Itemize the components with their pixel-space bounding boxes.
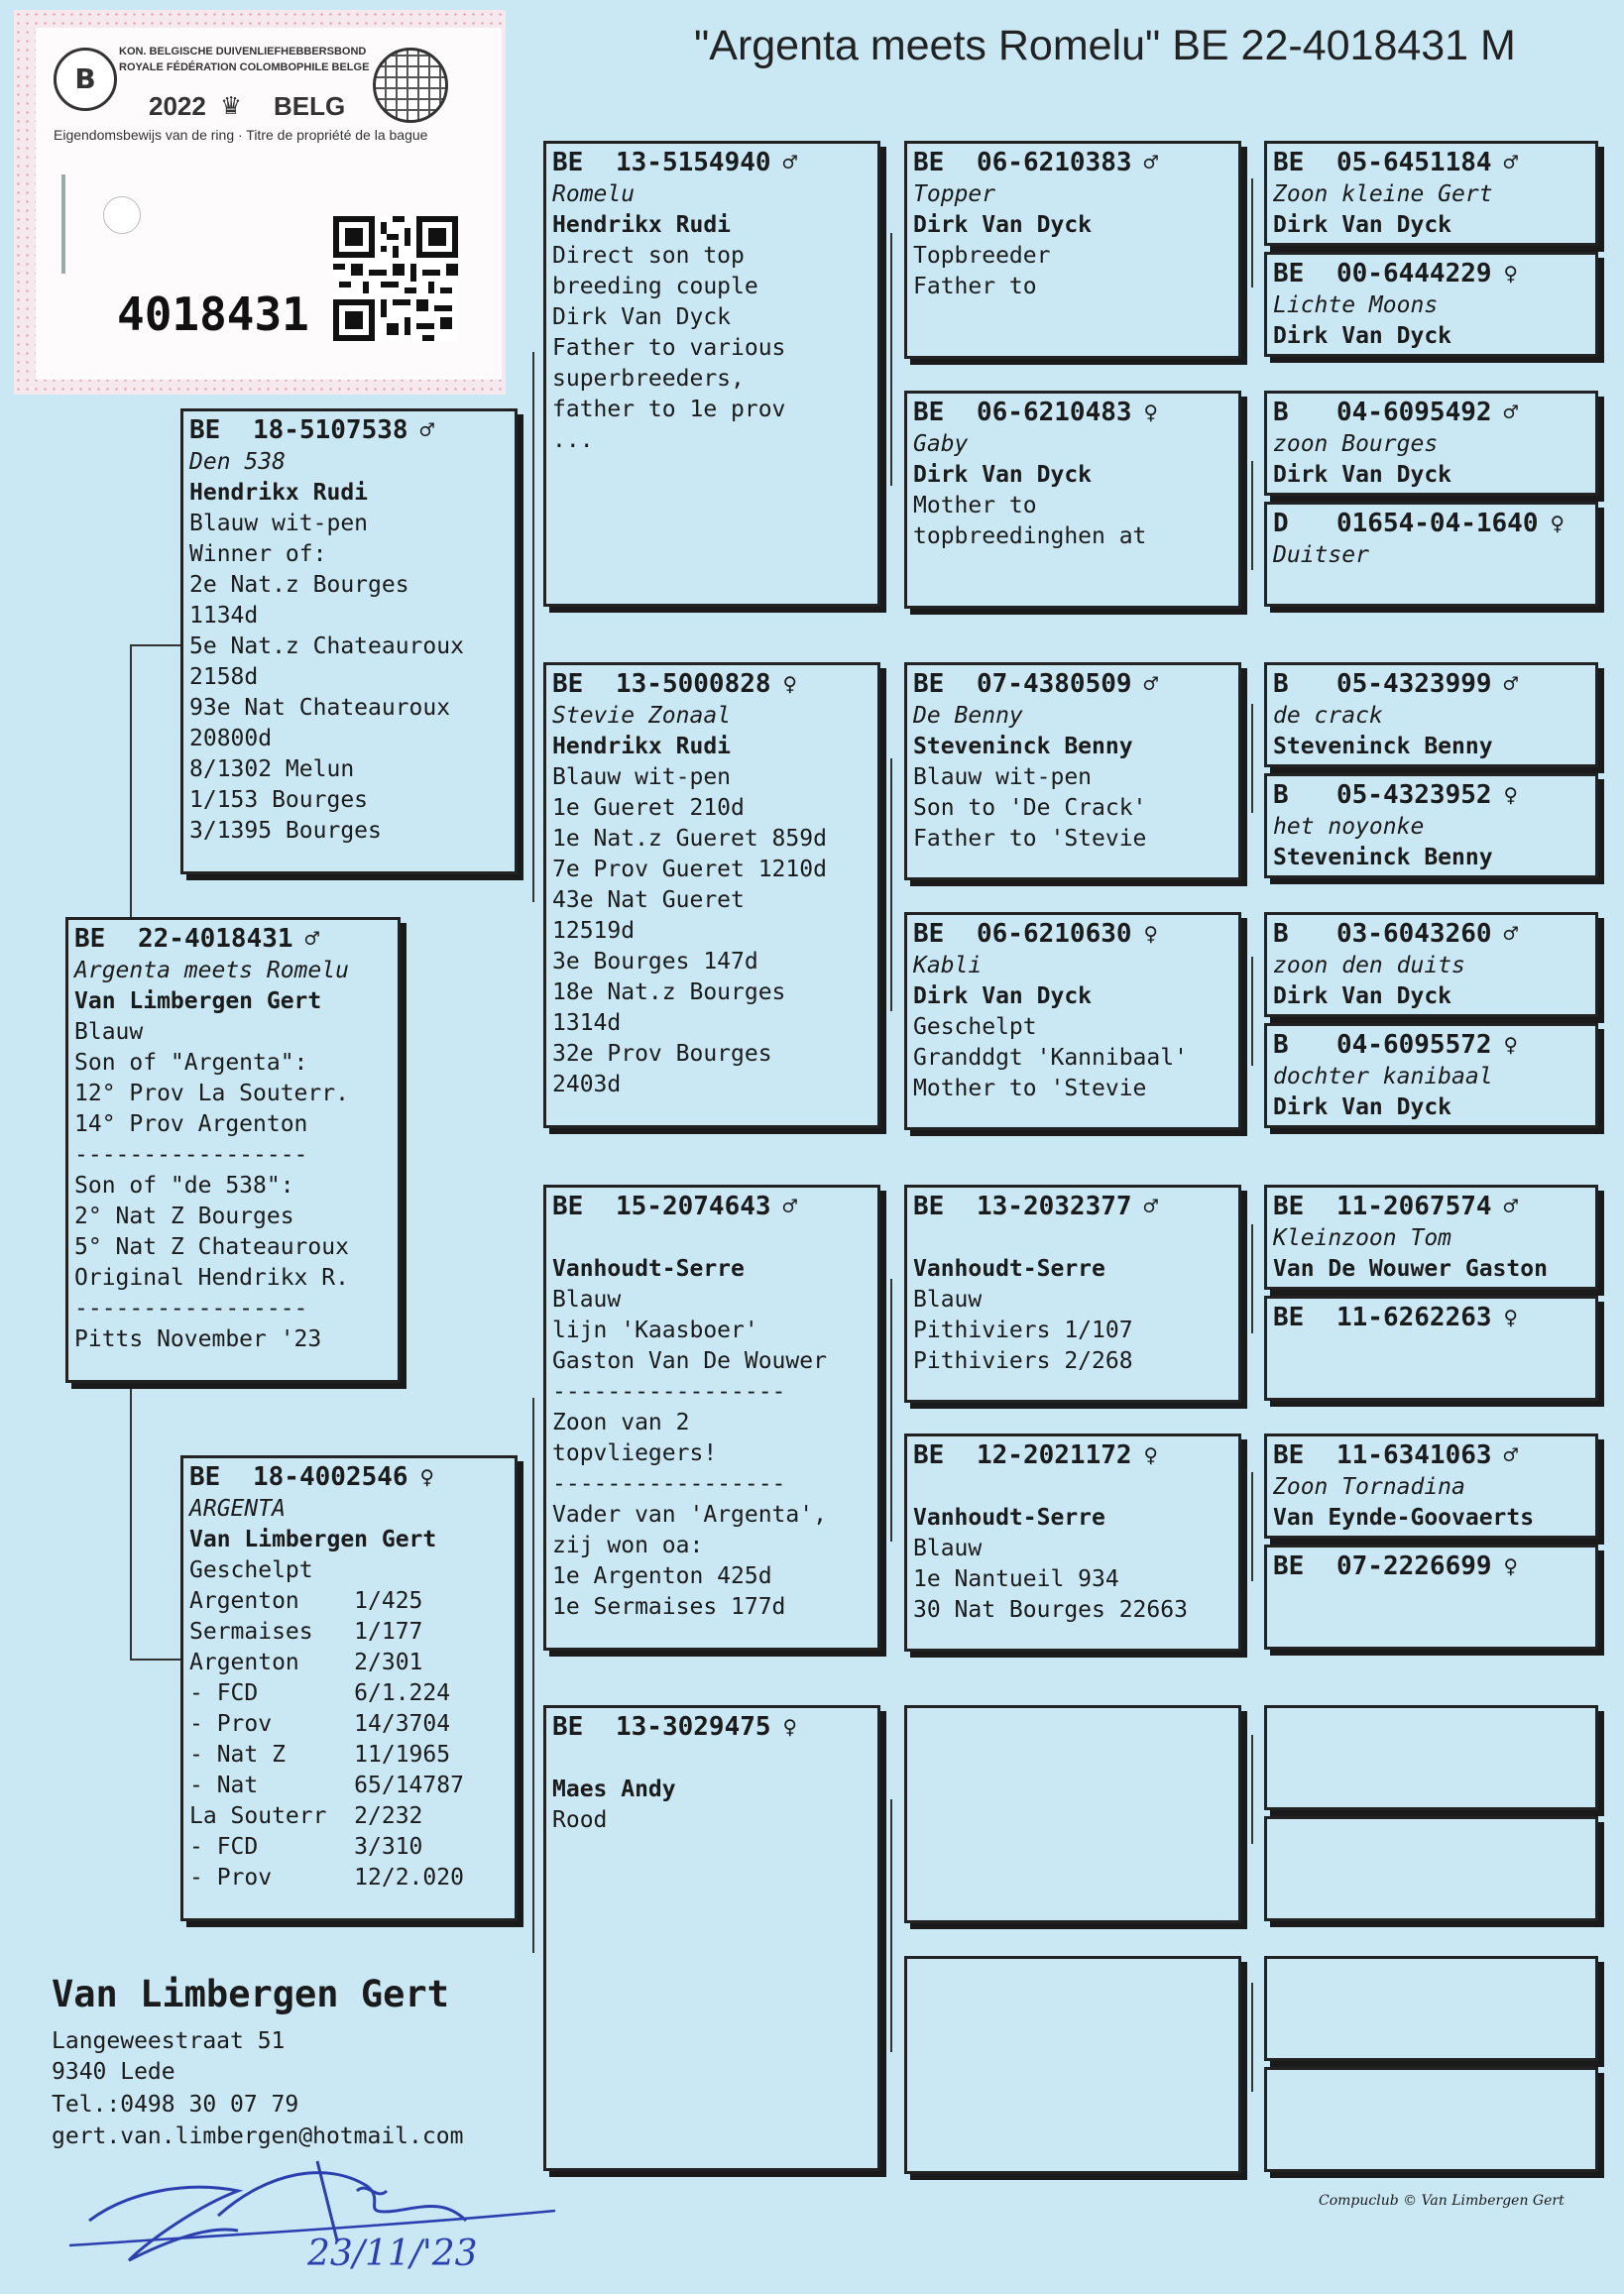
pigeon-name: Kabli	[913, 953, 983, 978]
detail-line: Dirk Van Dyck	[552, 304, 732, 330]
male-icon: ♂	[1503, 1193, 1518, 1220]
detail-line: 1e Nat.z Gueret 859d	[552, 826, 827, 852]
detail-line: 1/153 Bourges	[189, 787, 369, 813]
detail-line: Blauw	[913, 1536, 983, 1561]
pigeon-header	[189, 413, 509, 447]
detail-line: - Nat Z 11/1965	[189, 1742, 451, 1768]
male-icon: ♂	[1503, 670, 1518, 698]
pigeon-owner: Dirk Van Dyck	[1273, 462, 1452, 488]
pigeon-name: Romelu	[552, 181, 636, 207]
detail-line: zij won oa:	[552, 1533, 704, 1558]
pigeon-name: Zoon kleine Gert	[1273, 181, 1493, 207]
ring-number: 13-5000828	[616, 669, 771, 699]
detail-line: Zoon van 2	[552, 1410, 690, 1435]
pigeon-header	[1273, 1190, 1589, 1223]
pigeon-owner: Hendrikx Rudi	[189, 480, 369, 506]
empty-name-line	[552, 1223, 871, 1254]
male-icon: ♂	[1503, 1441, 1518, 1469]
connector-line	[130, 644, 132, 922]
detail-line: father to 1e prov	[552, 397, 786, 422]
detail-line: 3/1395 Bourges	[189, 818, 382, 844]
detail-line: 1e Gueret 210d	[552, 795, 745, 821]
pigeon-name: Stevie Zonaal	[552, 703, 732, 729]
female-icon: ♀	[1143, 920, 1158, 948]
pigeon-empty	[1264, 1816, 1598, 1921]
detail-line: - FCD 6/1.224	[189, 1680, 451, 1706]
crown-icon: ♛	[222, 87, 241, 122]
connector-line	[1251, 957, 1253, 1066]
ring-number: 13-3029475	[616, 1712, 771, 1742]
pigeon-name: Argenta meets Romelu	[74, 958, 349, 983]
pigeon-sire-sire	[543, 141, 880, 607]
pigeon-empty	[904, 1956, 1241, 2174]
empty-name-line	[913, 1223, 1232, 1254]
country-code: BE	[913, 148, 945, 177]
country-code: BE	[189, 1462, 221, 1492]
pigeon-sds	[904, 662, 1241, 880]
pigeon-g11	[1264, 1434, 1598, 1539]
male-icon: ♂	[304, 925, 319, 953]
detail-line: -----------------	[552, 1471, 786, 1497]
female-icon: ♀	[1503, 1031, 1518, 1059]
detail-line: 3e Bourges 147d	[552, 949, 758, 975]
detail-line: Blauw wit-pen	[552, 764, 732, 790]
pigeon-owner: Dirk Van Dyck	[1273, 323, 1452, 349]
pigeon-header	[552, 1710, 871, 1744]
ring-number: 03-6043260	[1336, 919, 1492, 949]
pigeon-name: Topper	[913, 181, 996, 207]
detail-line: 1e Argenton 425d	[552, 1563, 772, 1589]
detail-line: Rood	[552, 1807, 608, 1833]
connector-line	[890, 1279, 892, 1542]
pigeon-empty	[1264, 2067, 1598, 2172]
pigeon-name: zoon Bourges	[1273, 431, 1439, 457]
ring-number: 12-2021172	[977, 1440, 1132, 1470]
country-code: BE	[552, 669, 584, 699]
female-icon: ♀	[1503, 1552, 1518, 1580]
pigeon-owner: Steveninck Benny	[1273, 734, 1493, 759]
detail-line: -----------------	[74, 1142, 308, 1168]
male-icon: ♂	[1503, 149, 1518, 176]
female-icon: ♀	[782, 670, 797, 698]
connector-line	[130, 1383, 132, 1661]
connector-line	[1251, 1472, 1253, 1581]
pigeon-owner: Dirk Van Dyck	[913, 462, 1093, 488]
country-code: BE	[552, 1192, 584, 1221]
detail-line: Son of "Argenta":	[74, 1050, 308, 1076]
country-code: B	[1273, 1030, 1289, 1060]
detail-line: Argenton 1/425	[189, 1588, 423, 1614]
ring-number: 18-4002546	[253, 1462, 408, 1492]
pigeon-header	[913, 1438, 1232, 1472]
empty-name-line	[552, 1744, 871, 1775]
pigeon-owner: Van Limbergen Gert	[189, 1527, 437, 1552]
pigeon-dsd	[904, 1434, 1241, 1652]
pigeon-owner: Vanhoudt-Serre	[552, 1256, 745, 1282]
pigeon-header	[913, 396, 1232, 429]
detail-line: 2158d	[189, 664, 259, 690]
connector-line	[890, 1799, 892, 2052]
pigeon-header	[1273, 257, 1589, 290]
ring-number: 07-2226699	[1336, 1551, 1492, 1581]
detail-line: Son of "de 538":	[74, 1173, 294, 1199]
card-hole	[103, 196, 141, 234]
male-icon: ♂	[1143, 670, 1158, 698]
pigeon-name: dochter kanibaal	[1273, 1064, 1493, 1090]
pigeon-owner: Van Eynde-Goovaerts	[1273, 1505, 1535, 1531]
pigeon-header	[552, 1190, 871, 1223]
pigeon-name: Kleinzoon Tom	[1273, 1225, 1452, 1251]
pigeon-g1	[1264, 141, 1598, 246]
detail-line: 5e Nat.z Chateauroux	[189, 633, 464, 659]
connector-line	[532, 1398, 534, 1953]
pigeon-name: Lichte Moons	[1273, 292, 1439, 318]
handwritten-signature	[69, 2131, 585, 2280]
detail-line: Argenton 2/301	[189, 1650, 423, 1675]
country-code: BE	[74, 924, 106, 954]
pigeon-owner: Dirk Van Dyck	[913, 212, 1093, 238]
female-icon: ♀	[1143, 1441, 1158, 1469]
ring-number: 15-2074643	[616, 1192, 771, 1221]
detail-line: breeding couple	[552, 274, 758, 299]
detail-line: Direct son top	[552, 243, 745, 269]
pigeon-header	[189, 1460, 509, 1494]
pigeon-g3	[1264, 391, 1598, 496]
pigeon-g8	[1264, 1023, 1598, 1128]
detail-line: Geschelpt	[913, 1014, 1037, 1040]
pigeon-header	[1273, 1549, 1589, 1583]
detail-line: Vader van 'Argenta',	[552, 1502, 827, 1528]
detail-line: 18e Nat.z Bourges	[552, 979, 786, 1005]
detail-line: -----------------	[74, 1296, 308, 1321]
detail-line: 14° Prov Argenton	[74, 1111, 308, 1137]
pigeon-header	[1273, 667, 1589, 701]
pigeon-owner: Van Limbergen Gert	[74, 988, 322, 1014]
pigeon-sire-dam	[543, 662, 880, 1128]
pigeon-header	[1273, 917, 1589, 951]
detail-line: Granddgt 'Kannibaal'	[913, 1045, 1188, 1071]
country-code: BE	[1273, 259, 1305, 288]
pigeon-dss	[904, 1185, 1241, 1403]
connector-line	[1251, 1983, 1253, 2092]
country-code: BE	[552, 148, 584, 177]
pigeon-sss	[904, 141, 1241, 359]
pigeon-owner: Steveninck Benny	[1273, 845, 1493, 870]
country-code: BE	[1273, 1551, 1305, 1581]
pigeon-g6	[1264, 773, 1598, 878]
owner-email: gert.van.limbergen@hotmail.com	[52, 2123, 464, 2149]
pigeon-header	[913, 146, 1232, 179]
pigeon-owner: Vanhoudt-Serre	[913, 1505, 1105, 1531]
kbdb-logo-icon: B	[54, 48, 117, 111]
detail-line: Blauw	[913, 1287, 983, 1313]
country-code: B	[1273, 669, 1289, 699]
detail-line: 12519d	[552, 918, 636, 944]
detail-line: Mother to 'Stevie	[913, 1076, 1147, 1101]
detail-line: Blauw wit-pen	[189, 511, 369, 536]
pigeon-g4	[1264, 502, 1598, 607]
country-code: BE	[552, 1712, 584, 1742]
pigeon-header	[1273, 1301, 1589, 1334]
pigeon-header	[74, 922, 392, 956]
country-code: BE	[1273, 148, 1305, 177]
ring-number: 05-4323999	[1336, 669, 1492, 699]
pigeon-header	[1273, 507, 1589, 540]
owner-name: Van Limbergen Gert	[52, 1973, 449, 2015]
detail-line: Pithiviers 1/107	[913, 1318, 1133, 1343]
detail-line: Pithiviers 2/268	[913, 1348, 1133, 1374]
ring-number: 01654-04-1640	[1336, 509, 1539, 538]
detail-line: Gaston Van De Wouwer	[552, 1348, 827, 1374]
connector-line	[890, 233, 892, 486]
pigeon-name: Gaby	[913, 431, 969, 457]
ring-number: 06-6210630	[977, 919, 1132, 949]
copyright-notice: Compuclub © Van Limbergen Gert	[1319, 2193, 1565, 2209]
country-code: BE	[1273, 1440, 1305, 1470]
pigeon-header	[1273, 396, 1589, 429]
detail-line: 43e Nat Gueret	[552, 887, 745, 913]
detail-line: 12° Prov La Souterr.	[74, 1081, 349, 1106]
detail-line: - Prov 14/3704	[189, 1711, 451, 1737]
detail-line: 32e Prov Bourges	[552, 1041, 772, 1067]
country-code: BE	[1273, 1303, 1305, 1332]
connector-line	[890, 758, 892, 1011]
detail-line: 8/1302 Melun	[189, 756, 355, 782]
detail-line: ...	[552, 427, 594, 453]
signature-date: 23/11/'23	[307, 2234, 478, 2274]
female-icon: ♀	[782, 1713, 797, 1741]
detail-line: - Prov 12/2.020	[189, 1865, 464, 1891]
connector-line	[1251, 178, 1253, 287]
owner-street: Langeweestraat 51	[52, 2028, 286, 2054]
country-code: BE	[913, 398, 945, 427]
pigeon-name: De Benny	[913, 703, 1023, 729]
pigeon-name: Den 538	[189, 449, 286, 475]
pigeon-ssd	[904, 391, 1241, 609]
pigeon-header	[1273, 1028, 1589, 1062]
detail-line: 7e Prov Gueret 1210d	[552, 857, 827, 882]
pigeon-g9	[1264, 1185, 1598, 1290]
male-icon: ♂	[782, 149, 797, 176]
detail-line: Blauw wit-pen	[913, 764, 1093, 790]
detail-line: topvliegers!	[552, 1440, 718, 1466]
ring-number: 13-2032377	[977, 1192, 1132, 1221]
pigeon-g2	[1264, 252, 1598, 357]
female-icon: ♀	[1503, 1304, 1518, 1331]
ring-number: 22-4018431	[138, 924, 293, 954]
detail-line: 1134d	[189, 603, 259, 629]
pigeon-owner: Dirk Van Dyck	[913, 983, 1093, 1009]
detail-line: La Souterr 2/232	[189, 1803, 423, 1829]
pigeon-header	[1273, 1438, 1589, 1472]
pigeon-name: zoon den duits	[1273, 953, 1465, 978]
card-year: 2022	[149, 91, 206, 121]
male-icon: ♂	[1143, 1193, 1158, 1220]
card-country: BELG	[274, 91, 346, 121]
staple-icon	[61, 174, 65, 274]
connector-line	[1251, 1224, 1253, 1333]
detail-line: - Nat 65/14787	[189, 1773, 464, 1798]
detail-line: 93e Nat Chateauroux	[189, 695, 451, 721]
detail-line: 2° Nat Z Bourges	[74, 1204, 294, 1229]
detail-line: Mother to	[913, 493, 1037, 518]
detail-line: 5° Nat Z Chateauroux	[74, 1234, 349, 1260]
connector-line	[1251, 1735, 1253, 1844]
connector-line	[532, 352, 534, 902]
empty-name-line	[913, 1472, 1232, 1503]
connector-line	[1251, 704, 1253, 813]
pigeon-empty	[1264, 1956, 1598, 2061]
male-icon: ♂	[1143, 149, 1158, 176]
ring-number: 05-6451184	[1336, 148, 1492, 177]
female-icon: ♀	[1503, 260, 1518, 287]
pigeon-name: Duitser	[1273, 542, 1369, 568]
ring-number: 18-5107538	[253, 415, 408, 445]
connector-line	[1251, 461, 1253, 570]
country-code: D	[1273, 509, 1289, 538]
ring-number: 04-6095492	[1336, 398, 1492, 427]
female-icon: ♀	[1503, 781, 1518, 809]
pigeon-dam	[180, 1455, 518, 1921]
detail-line: superbreeders,	[552, 366, 745, 392]
detail-line: Father to various	[552, 335, 786, 361]
ring-number: 13-5154940	[616, 148, 771, 177]
ring-number: 11-6341063	[1336, 1440, 1492, 1470]
pigeon-name: Zoon Tornadina	[1273, 1474, 1465, 1500]
country-code: BE	[189, 415, 221, 445]
pigeon-owner: Maes Andy	[552, 1777, 676, 1802]
pigeon-dam-dam	[543, 1705, 880, 2171]
detail-line: Father to 'Stevie	[913, 826, 1147, 852]
female-icon: ♀	[419, 1463, 434, 1491]
pigeon-sire	[180, 408, 518, 874]
pigeon-header	[1273, 146, 1589, 179]
detail-line: Topbreeder	[913, 243, 1051, 269]
pigeon-header	[552, 667, 871, 701]
detail-line: Son to 'De Crack'	[913, 795, 1147, 821]
ring-number: 04-6095572	[1336, 1030, 1492, 1060]
pigeon-header	[913, 1190, 1232, 1223]
detail-line: 2e Nat.z Bourges	[189, 572, 409, 598]
pigeon-name: de crack	[1273, 703, 1383, 729]
country-code: BE	[913, 1192, 945, 1221]
country-code: B	[1273, 780, 1289, 810]
country-code: B	[1273, 398, 1289, 427]
pigeon-owner: Hendrikx Rudi	[552, 212, 732, 238]
pigeon-owner: Dirk Van Dyck	[1273, 1094, 1452, 1120]
detail-line: Winner of:	[189, 541, 327, 567]
male-icon: ♂	[782, 1193, 797, 1220]
card-org-fr: ROYALE FÉDÉRATION COLOMBOPHILE BELGE	[119, 61, 370, 73]
pigeon-name: het noyonke	[1273, 814, 1425, 840]
pigeon-empty	[904, 1705, 1241, 1923]
pigeon-owner: Dirk Van Dyck	[1273, 212, 1452, 238]
male-icon: ♂	[1503, 399, 1518, 426]
pigeon-owner: Hendrikx Rudi	[552, 734, 732, 759]
detail-line: Sermaises 1/177	[189, 1619, 423, 1645]
detail-line: Blauw	[552, 1287, 622, 1313]
ring-ownership-card	[14, 10, 506, 395]
female-icon: ♀	[1550, 510, 1565, 537]
detail-line: 20800d	[189, 726, 273, 751]
pigeon-owner: Vanhoudt-Serre	[913, 1256, 1105, 1282]
globe-logo-icon	[373, 48, 448, 123]
pigeon-header	[552, 146, 871, 179]
detail-line: lijn 'Kaasboer'	[552, 1318, 758, 1343]
card-subtitle: Eigendomsbewijs van de ring · Titre de propriété de la bague	[54, 127, 428, 143]
country-code: B	[1273, 919, 1289, 949]
detail-line: Father to	[913, 274, 1037, 299]
detail-line: 2403d	[552, 1072, 622, 1097]
detail-line: Geschelpt	[189, 1557, 313, 1583]
pigeon-header	[1273, 778, 1589, 812]
pedigree-title: "Argenta meets Romelu" BE 22-4018431 M	[694, 22, 1516, 69]
ring-number: 07-4380509	[977, 669, 1132, 699]
country-code: BE	[1273, 1192, 1305, 1221]
owner-phone: Tel.:0498 30 07 79	[52, 2092, 299, 2118]
owner-city: 9340 Lede	[52, 2059, 175, 2085]
detail-line: 1e Nantueil 934	[913, 1566, 1119, 1592]
pigeon-g5	[1264, 662, 1598, 767]
female-icon: ♀	[1143, 399, 1158, 426]
detail-line: Pitts November '23	[74, 1326, 322, 1352]
pigeon-subject	[65, 917, 401, 1383]
card-ring-number: 4018431	[117, 287, 309, 341]
pigeon-g10	[1264, 1296, 1598, 1401]
pigeon-sdd	[904, 912, 1241, 1130]
ring-number: 06-6210483	[977, 398, 1132, 427]
connector-line	[130, 644, 181, 646]
detail-line: - FCD 3/310	[189, 1834, 423, 1860]
connector-line	[130, 1659, 181, 1661]
detail-line: 1314d	[552, 1010, 622, 1036]
pigeon-g12	[1264, 1545, 1598, 1650]
qr-code-icon	[333, 216, 458, 341]
detail-line: 30 Nat Bourges 22663	[913, 1597, 1188, 1623]
detail-line: -----------------	[552, 1379, 786, 1405]
male-icon: ♂	[1503, 920, 1518, 948]
pigeon-g7	[1264, 912, 1598, 1017]
pigeon-name: ARGENTA	[189, 1496, 286, 1522]
detail-line: Blauw	[74, 1019, 144, 1045]
card-org-nl: KON. BELGISCHE DUIVENLIEFHEBBERSBOND	[119, 46, 367, 57]
pigeon-owner: Van De Wouwer Gaston	[1273, 1256, 1548, 1282]
pigeon-owner: Dirk Van Dyck	[1273, 983, 1452, 1009]
pigeon-owner: Steveninck Benny	[913, 734, 1133, 759]
ring-number: 06-6210383	[977, 148, 1132, 177]
detail-line: 1e Sermaises 177d	[552, 1594, 786, 1620]
country-code: BE	[913, 669, 945, 699]
pigeon-header	[913, 667, 1232, 701]
country-code: BE	[913, 919, 945, 949]
male-icon: ♂	[419, 416, 434, 444]
pigeon-empty	[1264, 1705, 1598, 1810]
ring-number: 05-4323952	[1336, 780, 1492, 810]
country-code: BE	[913, 1440, 945, 1470]
detail-line: topbreedinghen at	[913, 523, 1147, 549]
ring-number: 11-6262263	[1336, 1303, 1492, 1332]
pigeon-header	[913, 917, 1232, 951]
ring-number: 00-6444229	[1336, 259, 1492, 288]
pigeon-dam-sire	[543, 1185, 880, 1651]
ring-number: 11-2067574	[1336, 1192, 1492, 1221]
detail-line: Original Hendrikx R.	[74, 1265, 349, 1291]
